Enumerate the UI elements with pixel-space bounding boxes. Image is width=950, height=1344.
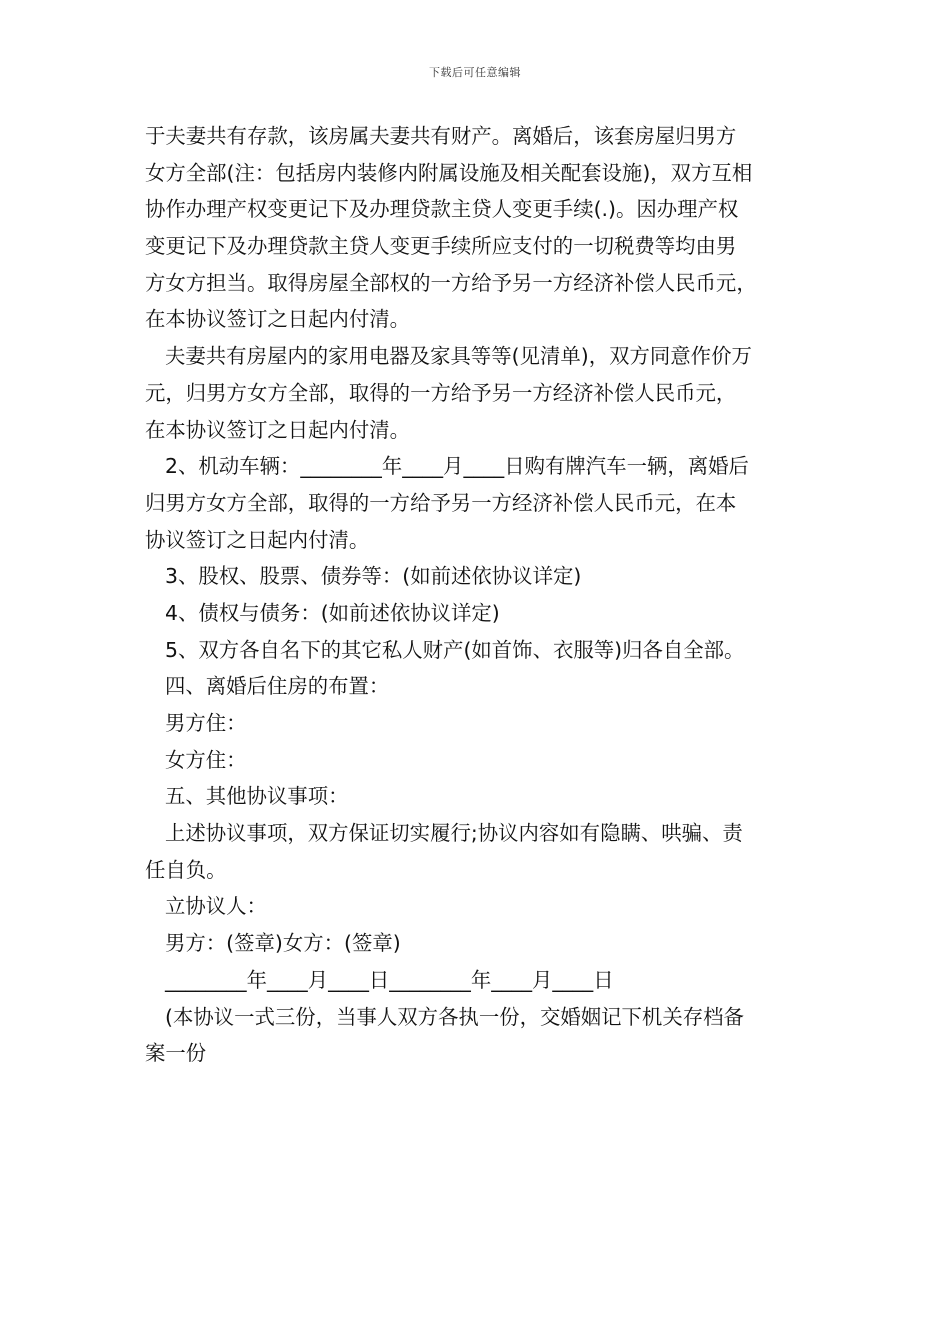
- text-line: 2、机动车辆：________年____月____日购有牌汽车一辆，离婚后: [165, 454, 749, 479]
- section-heading: 四、离婚后住房的布置：: [165, 674, 390, 699]
- text-line: 元，归男方女方全部，取得的一方给予另一方经济补偿人民币元，: [145, 380, 737, 405]
- text-line: 在本协议签订之日起内付清。: [145, 307, 411, 332]
- signature-line: 男方：(签章)女方：(签章): [165, 931, 401, 956]
- text-line: 方女方担当。取得房屋全部权的一方给予另一方经济补偿人民币元，: [145, 270, 757, 295]
- text-line: 案一份: [145, 1041, 207, 1066]
- text-line: 于夫妻共有存款，该房属夫妻共有财产。离婚后，该套房屋归男方: [145, 124, 737, 148]
- section-heading: 五、其他协议事项：: [165, 784, 349, 809]
- text-line: 任自负。: [145, 857, 227, 882]
- text-line: 5、双方各自名下的其它私人财产(如首饰、衣服等)归各自全部。: [165, 637, 745, 662]
- date-line: ________年____月____日________年____月____日: [165, 967, 614, 992]
- text-line: 男方住：: [165, 711, 247, 735]
- text-line: 协议签订之日起内付清。: [145, 527, 370, 552]
- page-header: 下载后可任意编辑: [429, 66, 521, 79]
- text-line: 女方住：: [165, 747, 247, 772]
- text-line: 3、股权、股票、债券等：(如前述依协议详定): [165, 564, 582, 589]
- text-line: (本协议一式三份，当事人双方各执一份，交婚姻记下机关存档备: [165, 1004, 744, 1029]
- text-line: 女方全部(注：包括房内装修内附属设施及相关配套设施)，双方互相: [145, 160, 753, 185]
- text-line: 立协议人：: [165, 894, 267, 919]
- text-line: 归男方女方全部，取得的一方给予另一方经济补偿人民币元，在本: [145, 490, 737, 515]
- text-line: 协作办理产权变更记下及办理贷款主贷人变更手续(.)。因办理产权: [145, 197, 739, 222]
- text-line: 在本协议签订之日起内付清。: [145, 417, 411, 442]
- document-body: [145, 118, 820, 1072]
- text-line: 夫妻共有房屋内的家用电器及家具等等(见清单)，双方同意作价万: [165, 344, 752, 369]
- text-line: 4、债权与债务：(如前述依协议详定): [165, 600, 500, 625]
- text-line: 变更记下及办理贷款主贷人变更手续所应支付的一切税费等均由男: [145, 234, 737, 259]
- text-line: 上述协议事项，双方保证切实履行;协议内容如有隐瞒、哄骗、责: [165, 821, 743, 846]
